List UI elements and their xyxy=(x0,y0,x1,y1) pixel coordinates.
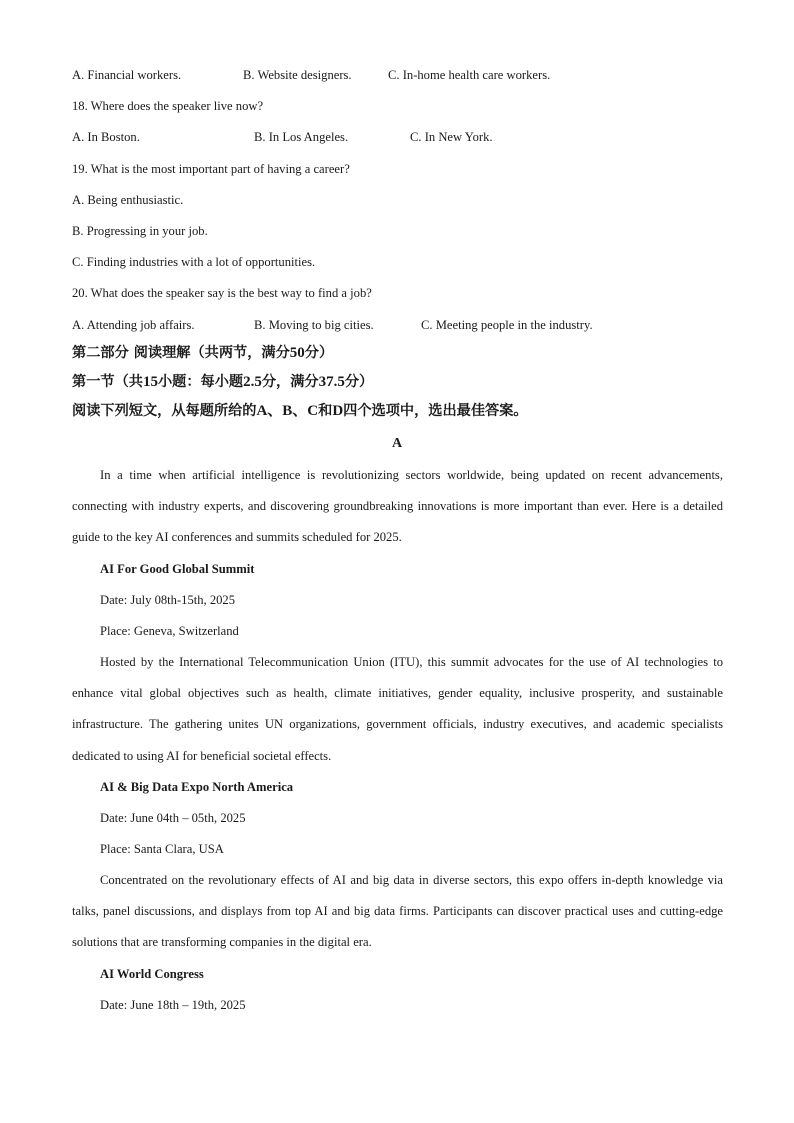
section1-text-b: 小题：每小题 xyxy=(157,374,244,390)
instructions xyxy=(72,402,528,420)
instructions-text-c: 四个选项中，选出最佳答案。 xyxy=(343,403,528,419)
part2-heading-suffix: 分） xyxy=(304,345,334,361)
part2-heading-text: 第二部分 阅读理解（共两节，满分 xyxy=(72,345,290,361)
q19-option-b: B. Progressing in your job. xyxy=(72,224,208,238)
instructions-text-a: 阅读下列短文，从每题所给的 xyxy=(72,403,257,419)
q20-option-a: A. Attending job affairs. xyxy=(72,318,195,332)
q18-option-c: C. In New York. xyxy=(410,130,493,144)
q19-question: 19. What is the most important part of having a career? xyxy=(72,162,350,176)
event1-description: Hosted by the International Telecommunication Union (ITU), this summit advocates for the use of AI technologies to enhance vital global objectives such as health, climate initiatives, gender equality, inclusive prosperity, and sustainable infrastructure. The gathering unites UN organizations, government officials, industry executives, and academic specialists dedicated to using AI for beneficial societal effects. xyxy=(72,655,723,763)
q20-question: 20. What does the speaker say is the best way to find a job? xyxy=(72,286,372,300)
part2-total-score: 50 xyxy=(289,345,305,361)
event3-title: AI World Congress xyxy=(100,967,204,981)
section1-total-score: 37.5 xyxy=(318,374,345,390)
q18-question: 18. Where does the speaker live now? xyxy=(72,99,264,113)
section1-text-c: 分，满分 xyxy=(261,374,319,390)
passage-letter: A xyxy=(391,436,403,451)
q19-option-c: C. Finding industries with a lot of opportunities. xyxy=(72,255,316,269)
section1-question-count: 15 xyxy=(142,374,158,390)
instructions-text-b: 和 xyxy=(318,403,333,419)
q20-option-b: B. Moving to big cities. xyxy=(254,318,374,332)
q18-option-a: A. In Boston. xyxy=(72,130,140,144)
passage-intro: In a time when artificial intelligence is revolutionizing sectors worldwide, being updated on recent advancements, connecting with industry experts, and discovering groundbreaking innovations is more important than ever. Here is a detailed guide to the key AI conferences and summits scheduled for 2025. xyxy=(72,468,723,545)
q18-option-b: B. In Los Angeles. xyxy=(254,130,349,144)
event1-place: Place: Geneva, Switzerland xyxy=(100,624,239,638)
q20-option-c: C. Meeting people in the industry. xyxy=(421,318,593,332)
section1-text-d: 分） xyxy=(344,374,374,390)
event2-description: Concentrated on the revolutionary effects of AI and big data in diverse sectors, this expo offers in-depth knowledge via talks, panel discussions, and displays from top AI and big data firms. Participants can discover practical uses and cutting-edge solutions that are transforming companies in the digital era. xyxy=(72,873,723,950)
q17-option-b: B. Website designers. xyxy=(243,68,352,82)
event2-place: Place: Santa Clara, USA xyxy=(100,842,224,856)
section1-text-a: 第一节（共 xyxy=(72,374,143,390)
instructions-letter-d: D xyxy=(332,403,344,419)
event2-title: AI & Big Data Expo North America xyxy=(100,780,294,794)
q19-option-a: A. Being enthusiastic. xyxy=(72,193,184,207)
section1-per-question-score: 2.5 xyxy=(243,374,262,390)
section1-heading xyxy=(72,373,373,391)
event3-date: Date: June 18th – 19th, 2025 xyxy=(100,998,246,1012)
event2-date: Date: June 04th – 05th, 2025 xyxy=(100,811,246,825)
part2-heading xyxy=(72,344,333,362)
q17-option-c: C. In-home health care workers. xyxy=(388,68,551,82)
event1-date: Date: July 08th-15th, 2025 xyxy=(100,593,236,607)
event1-title: AI For Good Global Summit xyxy=(100,562,255,576)
instructions-letters: A、B、C xyxy=(256,403,319,419)
q17-option-a: A. Financial workers. xyxy=(72,68,182,82)
